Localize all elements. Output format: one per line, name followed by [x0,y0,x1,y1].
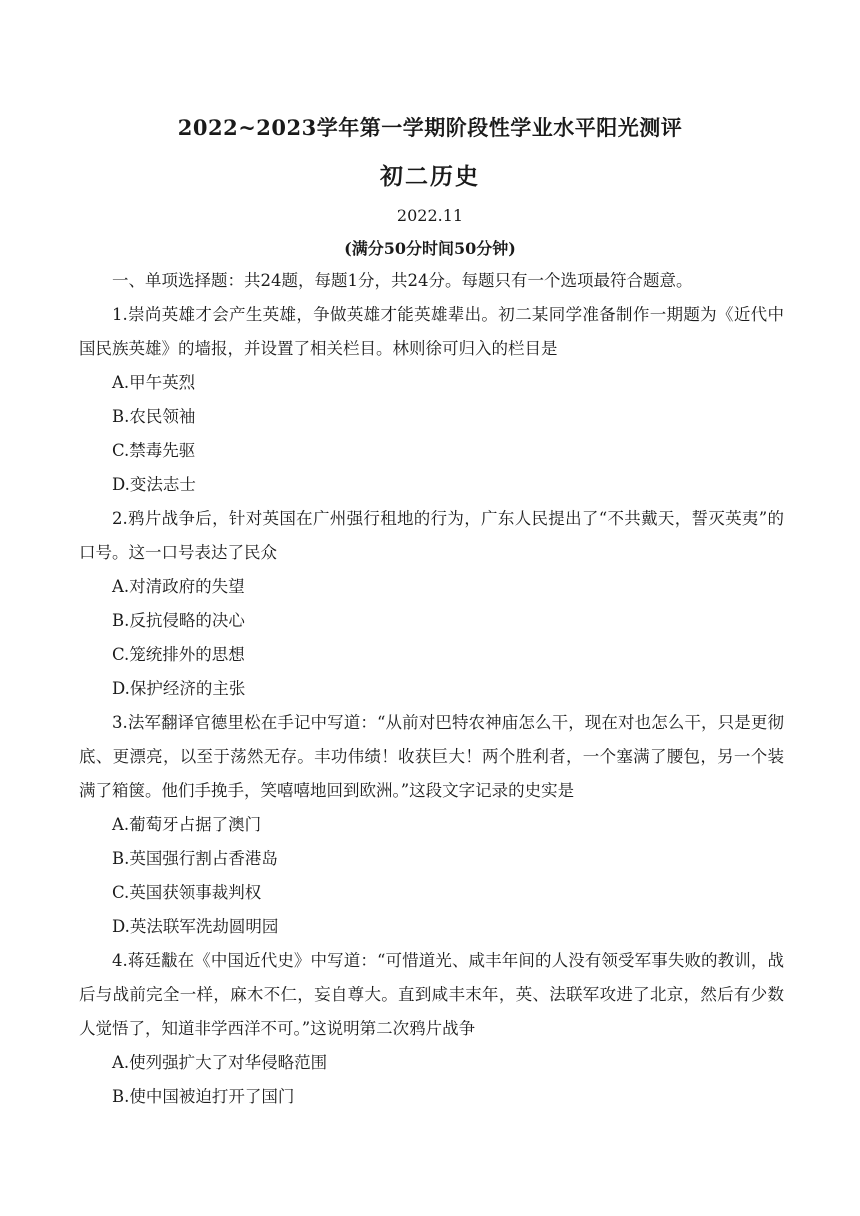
exam-date: 2022.11 [396,206,464,225]
score-info: (满分50分时间50分钟) [344,239,516,258]
section-heading: 一、单项选择题：共24题，每题1分，共24分。每题只有一个选项最符合题意。 [112,271,693,290]
option-a: A.使列强扩大了对华侵略范围 [112,1053,328,1072]
option-d: D.保护经济的主张 [112,679,246,698]
question-3 [79,706,784,944]
option-b: B.使中国被迫打开了国门 [112,1087,295,1106]
question-2 [79,502,784,706]
option-a: A.甲午英烈 [112,373,196,392]
option-a: A.葡萄牙占据了澳门 [112,815,262,834]
option-d: D.英法联军洗劫圆明园 [112,917,279,936]
question-4 [79,944,784,1114]
question-stem: 1.崇尚英雄才会产生英雄，争做英雄才能英雄辈出。初二某同学准备制作一期题为《近代中国民族英雄》的墙报，并设置了相关栏目。林则徐可归入的栏目是 [79,305,784,358]
option-c: C.笼统排外的思想 [112,645,245,664]
question-stem: 3.法军翻译官德里松在手记中写道：“从前对巴特农神庙怎么干，现在对也怎么干，只是更彻底、更漂亮，以至于荡然无存。丰功伟绩！收获巨大！两个胜利者，一个塞满了腰包，另一个装满了箱箧。他们手挽手，笑嘻嘻地回到欧洲。”这段文字记录的史实是 [79,713,784,800]
question-stem: 2.鸦片战争后，针对英国在广州强行租地的行为，广东人民提出了“不共戴天，誓灭英夷”的口号。这一口号表达了民众 [79,509,784,562]
option-b: B.反抗侵略的决心 [112,611,245,630]
exam-title: 2022~2023学年第一学期阶段性学业水平阳光测评 [177,115,683,140]
question-stem: 4.蒋廷黻在《中国近代史》中写道：“可惜道光、咸丰年间的人没有领受军事失败的教训，战后与战前完全一样，麻木不仁，妄自尊大。直到咸丰末年，英、法联军攻进了北京，然后有少数人觉悟了，知道非学西洋不可。”这说明第二次鸦片战争 [79,951,784,1038]
option-d: D.变法志士 [112,475,196,494]
option-a: A.对清政府的失望 [112,577,245,596]
option-c: C.禁毒先驱 [112,441,196,460]
question-1 [79,298,784,502]
exam-body [79,264,784,1114]
option-b: B.农民领袖 [112,407,196,426]
option-c: C.英国获领事裁判权 [112,883,262,902]
subject-title: 初二历史 [380,163,480,190]
option-b: B.英国强行割占香港岛 [112,849,278,868]
